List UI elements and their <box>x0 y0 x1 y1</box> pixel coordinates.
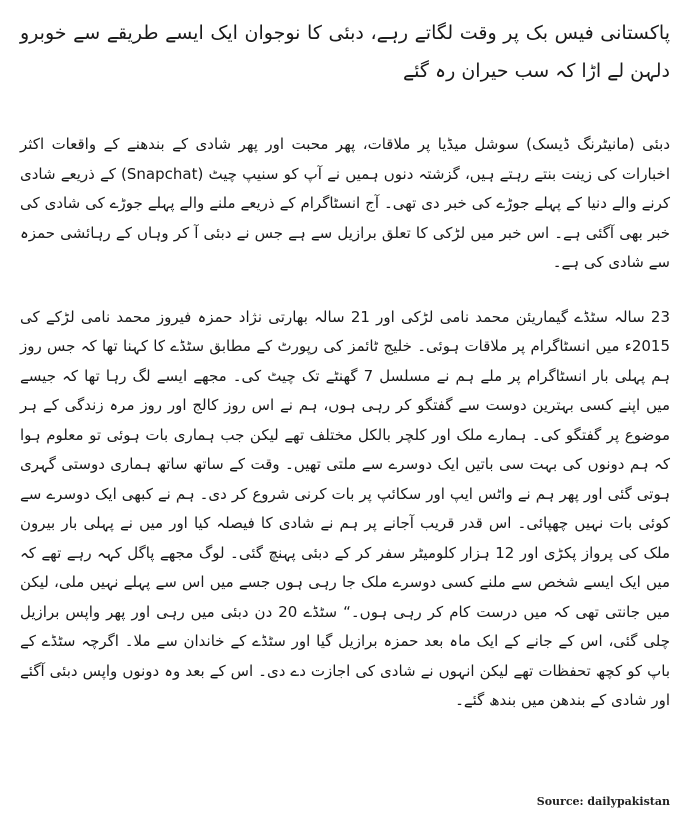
source-credit: Source: dailypakistan <box>536 795 670 808</box>
article-paragraph-2: 23 سالہ سٹڈے گیماریئن محمد نامی لڑکی اور 21 سالہ بھارتی نژاد حمزہ فیروز محمد نامی لڑکے کی 2015ء میں انسٹاگرام پر ملاقات ہوئی۔ خلیج ٹائمز کی رپورٹ کے مطابق سٹڈے کا کہنا تھا کہ جس روز ہم پہلی بار انسٹاگرام پر ملے ہم نے مسلسل 7 گھنٹے تک چیٹ کی۔ مجھے ایسے لگ رہا تھا کہ جیسے میں اپنے کسی بہترین دوست سے گفتگو کر رہی ہوں، ہم نے اس روز کالج اور روز مرہ زندگی کے ہر موضوع پر گفتگو کی۔ ہمارے ملک اور کلچر بالکل مختلف تھے لیکن جب ہماری بات ہوئی تو معلوم ہوا کہ ہم دونوں کی بہت سی باتیں ایک دوسرے سے ملتی تھیں۔ وقت کے ساتھ ساتھ ہماری دوستی گہری ہوتی گئی اور پھر ہم نے واٹس ایپ اور سکائپ پر بات کرنی شروع کر دی۔ ہم نے کبھی ایک دوسرے سے کوئی بات نہیں چھپائی۔ اس قدر قریب آجانے پر ہم نے شادی کا فیصلہ کیا اور میں نے پہلی بار بیرون ملک کی پرواز پکڑی اور 12 ہزار کلومیٹر سفر کر کے دبئی پہنچ گئی۔ لوگ مجھے پاگل کہہ رہے تھے کہ میں ایک ایسے شخص سے ملنے کسی دوسرے ملک جا رہی ہوں جسے میں اس سے پہلے نہیں ملی، لیکن میں جانتی تھی کہ میں درست کام کر رہی ہوں۔“ سٹڈے 20 دن دبئی میں رہی اور پھر واپس برازیل چلی گئی، اس کے جانے کے ایک ماہ بعد حمزہ برازیل گیا اور سٹڈے کے خاندان سے ملا۔ اگرچہ سٹڈے کے باپ کو کچھ تحفظات تھے لیکن انہوں نے شادی کی اجازت دے دی۔ اس کے بعد وہ دونوں واپس دبئی آگئے اور شادی کے بندھن میں بندھ گئے۔ <box>20 307 670 709</box>
article-headline: پاکستانی فیس بک پر وقت لگاتے رہے، دبئی کا نوجوان ایک ایسے طریقے سے خوبرو دلہن لے اڑا کہ سب حیران رہ گئے <box>20 22 670 82</box>
article <box>20 14 670 716</box>
article-paragraph-1: دبئی (مانیٹرنگ ڈیسک) سوشل میڈیا پر ملاقات، پھر محبت اور پھر شادی کے بندھنے کے واقعات اکثر اخبارات کی زینت بنتے رہتے ہیں، گزشتہ دنوں ہمیں نے آپ کو سنیپ چیٹ (Snapchat) کے ذریعے شادی کرنے والے دنیا کے پہلے جوڑے کی خبر دی تھی۔ آج انسٹاگرام کے ذریعے ملنے والے پہلے جوڑے کی شادی کی خبر بھی آگئی ہے۔ اس خبر میں لڑکی کا تعلق برازیل سے ہے جس نے دبئی آ کر وہاں کے رہائشی حمزہ سے شادی کی ہے۔ <box>20 135 670 271</box>
